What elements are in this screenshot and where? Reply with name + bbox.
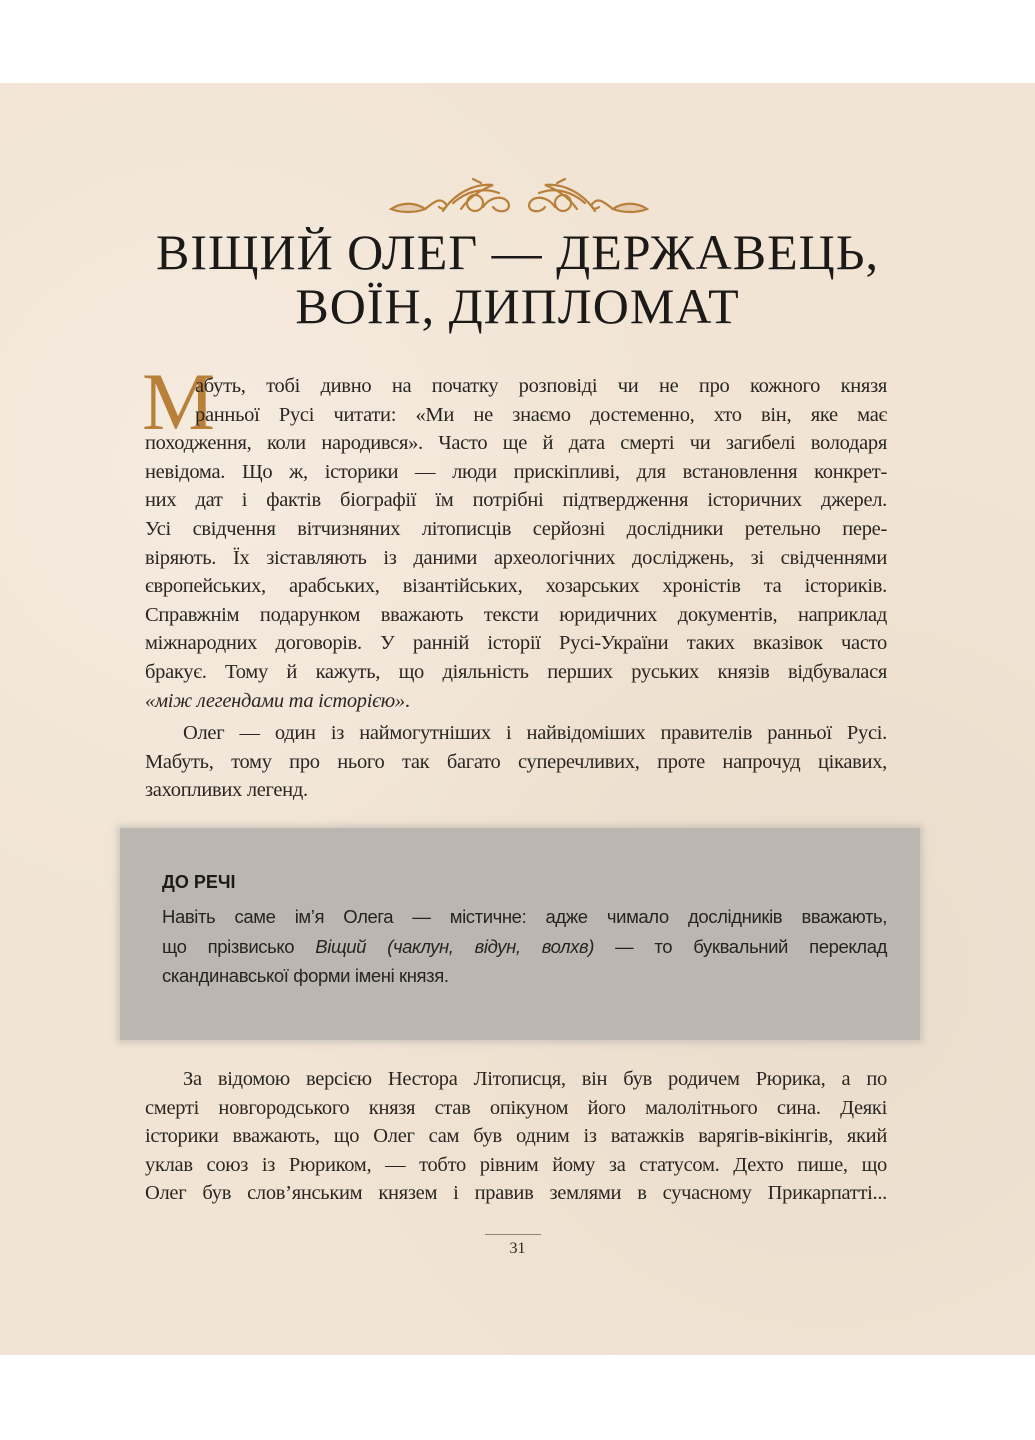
italic-phrase: «між легендами та історією» <box>145 689 405 712</box>
text-line: походження, коли народився». Часто ще й дата смерті чи загибелі володаря <box>145 432 887 455</box>
italic-phrase: Віщий (чаклун, відун, волхв) <box>315 935 594 957</box>
callout-text <box>162 902 887 991</box>
text-line: уклав союз із Рюриком, — тобто рівним йому за статусом. Дехто пише, що <box>145 1153 887 1176</box>
text-line: За відомою версією Нестора Літописця, він був родичем Рюрика, а по <box>183 1068 887 1090</box>
period: . <box>404 689 410 712</box>
text-line: невідома. Що ж, історики — люди прискіпливі, для встановлення конкрет- <box>145 460 887 483</box>
text-line <box>145 687 887 716</box>
page-title <box>100 225 935 333</box>
text-line: історики вважають, що Олег сам був одним із ватажків варягів-вікінгів, який <box>145 1125 887 1148</box>
text-line: бракує. Тому й кажуть, що діяльність перших руських князів відбувалася <box>145 660 887 683</box>
intro-paragraph <box>145 372 887 805</box>
text-line: Олег — один із наймогутніших і найвідоміших правителів ранньої Русі. <box>183 722 887 745</box>
text-line: ранньої Русі читати: «Ми не знаємо достеменно, хто він, яке має <box>195 403 887 426</box>
closing-paragraph <box>145 1065 887 1208</box>
text-line: скандинавської форми імені князя. <box>162 965 449 986</box>
text-line: європейських, арабських, візантійських, хозарських хроністів та істориків. <box>145 575 887 598</box>
text-line: міжнародних договорів. У ранній історії Русі-України таких вказівок часто <box>145 632 887 655</box>
text-line: віряють. Їх зіставляють із даними археологічних досліджень, зі свідченнями <box>145 546 887 569</box>
page-number: 31 <box>509 1240 526 1257</box>
drop-cap: М <box>142 356 215 447</box>
text-line: захопливих легенд. <box>145 779 308 802</box>
text-fragment: — то буквальний переклад <box>594 935 887 957</box>
title-line-1: ВІЩИЙ ОЛЕГ — ДЕРЖАВЕЦЬ, <box>156 224 879 280</box>
text-line: Справжнім подарунком вважають тексти юридичних документів, наприклад <box>145 603 887 626</box>
text-line: Навіть саме ім’я Олега — містичне: адже чимало дослідників вважають, <box>162 906 887 927</box>
text-line: Мабуть, тому про нього так багато суперечливих, проте напрочуд цікавих, <box>145 750 887 773</box>
decorative-flourish-icon <box>383 173 655 217</box>
text-line: абуть, тобі дивно на початку розповіді чи не про кожного князя <box>195 375 887 397</box>
text-line: смерті новгородського князя став опікуном його малолітнього сина. Деякі <box>145 1096 887 1119</box>
text-line: Усі свідчення вітчизняних літописців серйозні дослідники ретельно пере- <box>145 517 887 540</box>
text-line: них дат і фактів біографії їм потрібні підтвердження історичних джерел. <box>145 489 887 512</box>
text-fragment: що прізвисько <box>162 935 316 957</box>
title-line-2: ВОЇН, ДИПЛОМАТ <box>295 278 740 334</box>
text-line <box>162 932 887 962</box>
callout-heading: ДО РЕЧІ <box>162 872 236 892</box>
page-number-rule <box>485 1234 541 1235</box>
text-line: Олег був слов’янським князем і правив землями в сучасному Прикарпатті... <box>145 1182 887 1205</box>
